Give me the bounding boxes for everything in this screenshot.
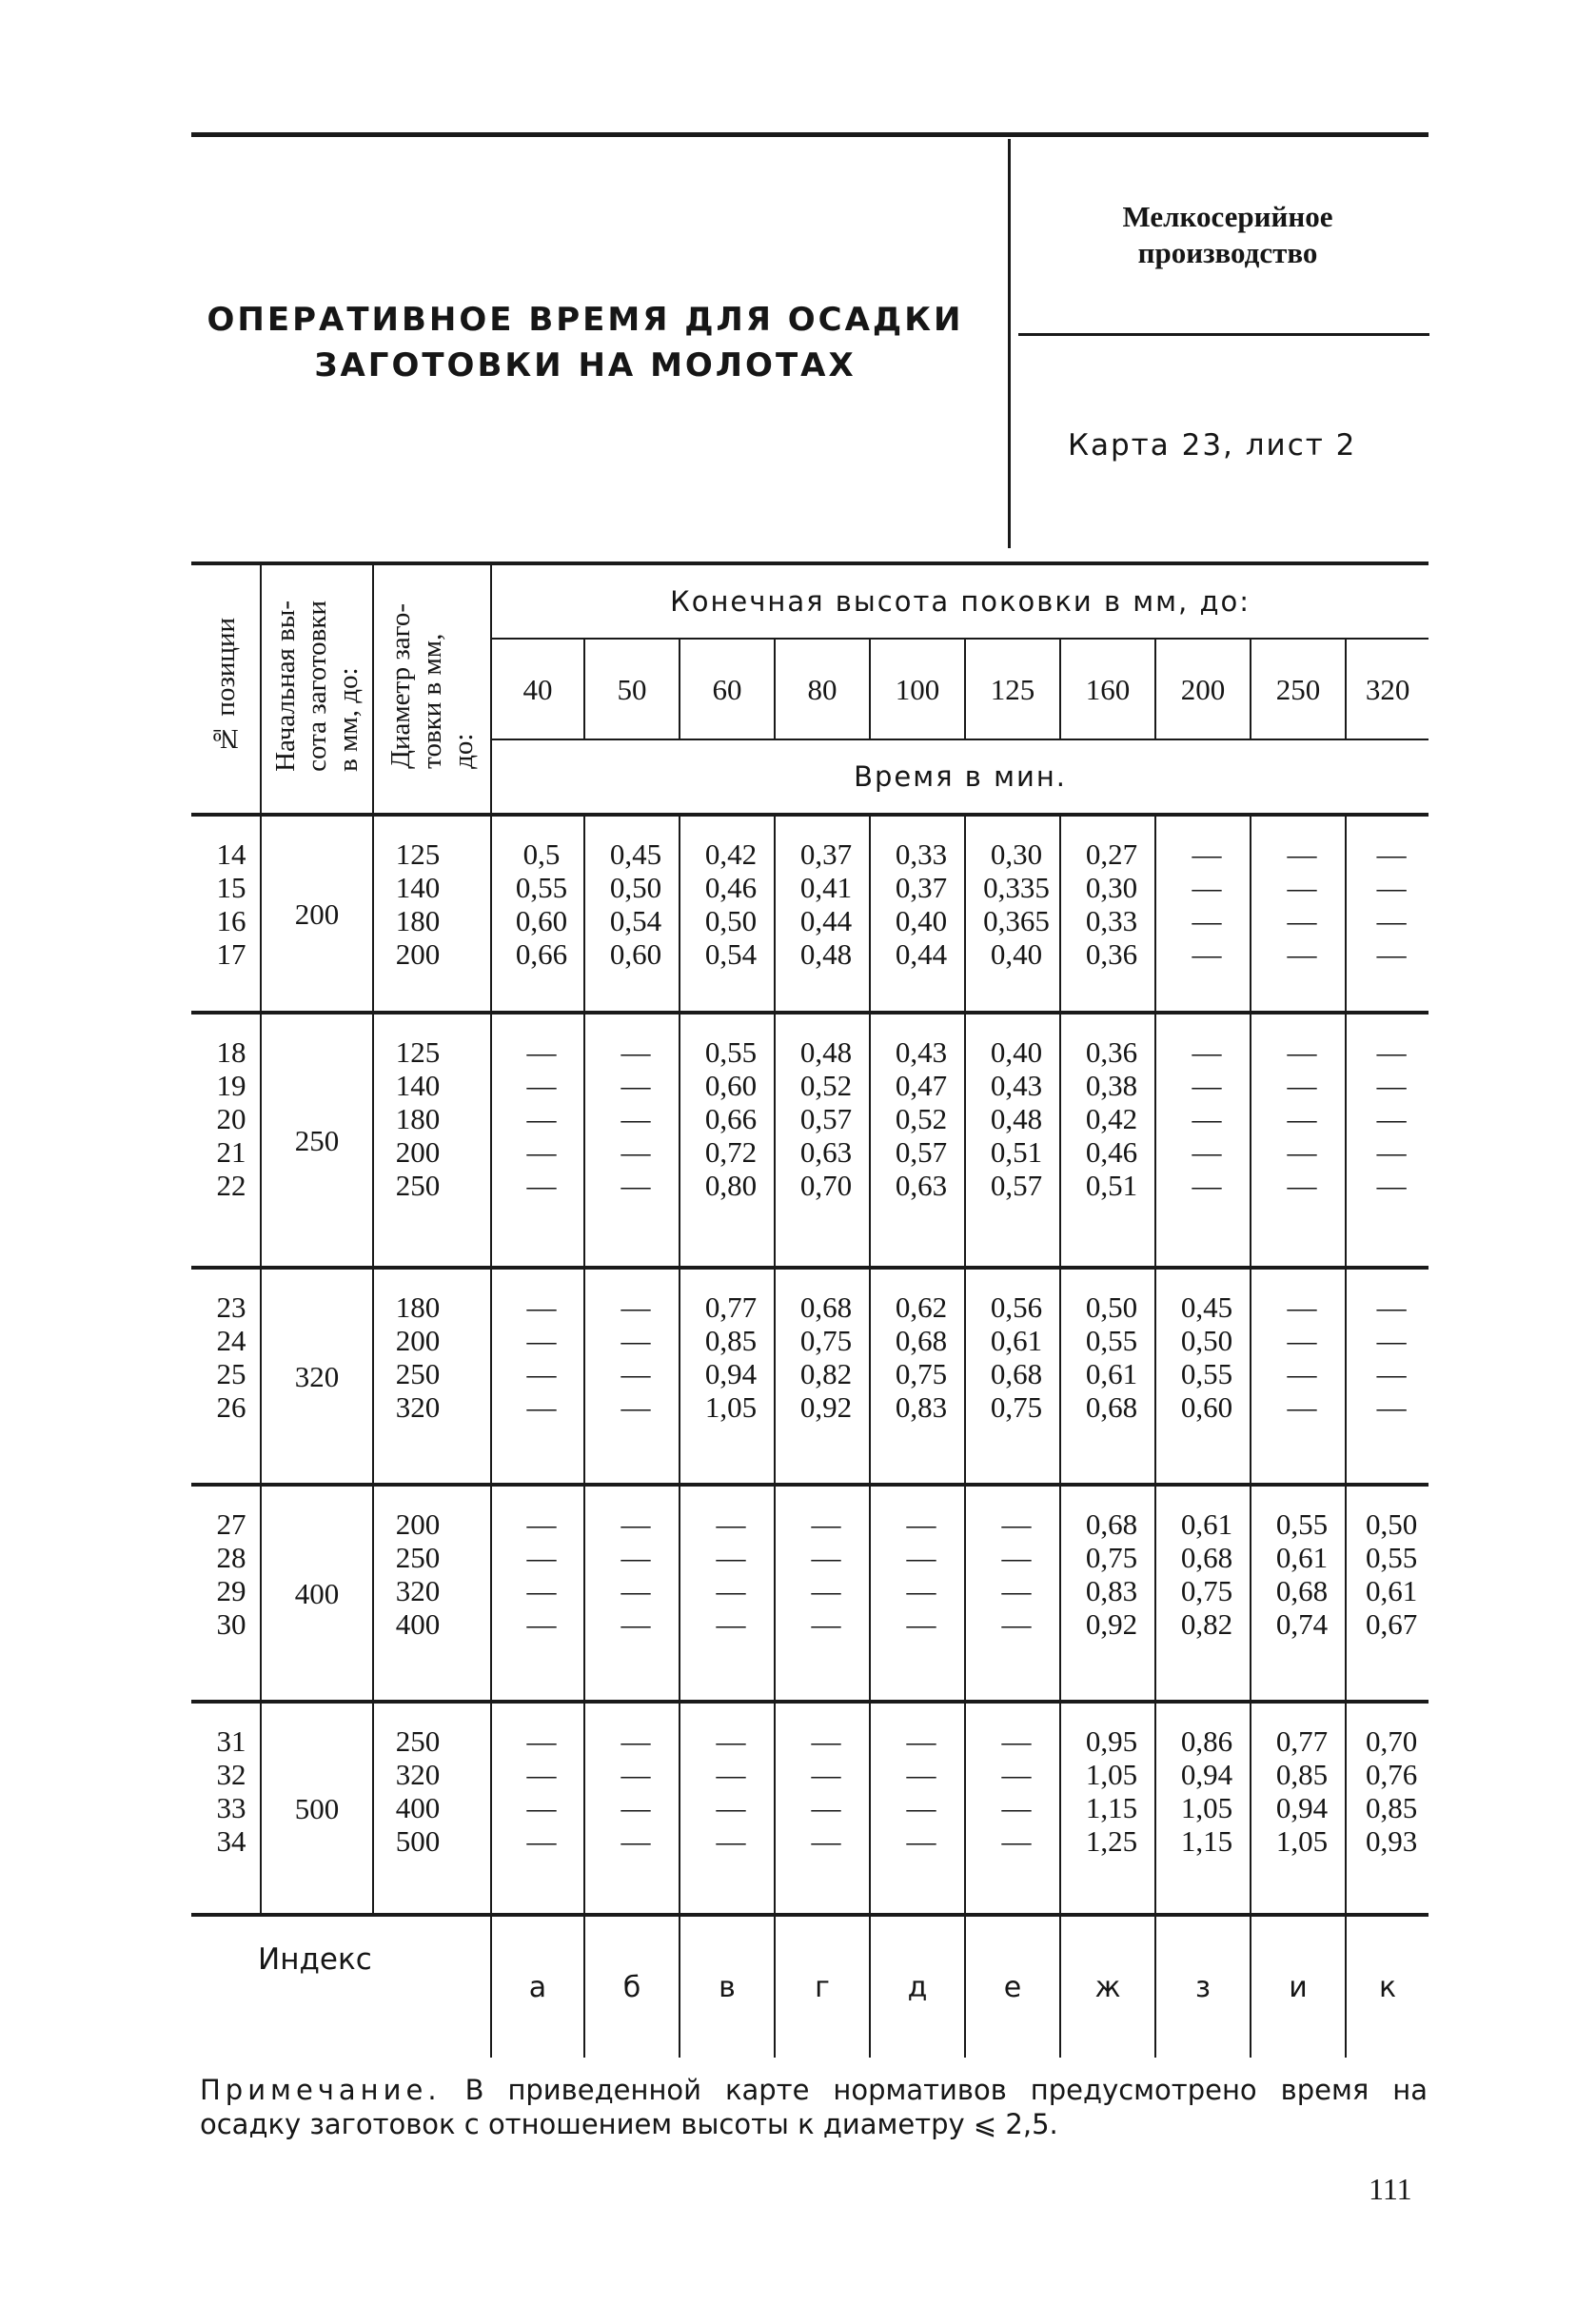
time-cell: 0,55 0,60 0,66 0,72 0,80 <box>680 1013 775 1268</box>
time-cell: — — — — <box>1346 815 1429 1013</box>
page-number: 111 <box>1369 2172 1412 2206</box>
time-cell: 0,68 0,75 0,82 0,92 <box>775 1268 870 1485</box>
final-height-8: 250 <box>1251 639 1346 739</box>
norms-table <box>191 561 1429 2058</box>
time-cell: 0,48 0,52 0,57 0,63 0,70 <box>775 1013 870 1268</box>
index-cell: в <box>680 1915 775 2058</box>
index-cell: з <box>1155 1915 1251 2058</box>
time-cell: 0,36 0,38 0,42 0,46 0,51 <box>1060 1013 1155 1268</box>
time-cell: 0,62 0,68 0,75 0,83 <box>870 1268 965 1485</box>
time-cell: — — — — — <box>584 1013 680 1268</box>
top-rule <box>191 132 1429 137</box>
index-cell: г <box>775 1915 870 2058</box>
time-cell: — — — — — <box>1155 1013 1251 1268</box>
time-cell: 0,40 0,43 0,48 0,51 0,57 <box>965 1013 1060 1268</box>
final-height-4: 100 <box>870 639 965 739</box>
col-initial-height-header: Начальная вы- сота заготовки в мм, до: <box>261 563 373 815</box>
time-cell: — — — — <box>680 1485 775 1702</box>
index-cell: д <box>870 1915 965 2058</box>
table-row <box>191 815 1429 1013</box>
final-height-7: 200 <box>1155 639 1251 739</box>
col-position-header: № позиции <box>191 563 261 815</box>
time-cell: — — — — <box>584 1702 680 1915</box>
table-row <box>191 1702 1429 1915</box>
time-cell: — — — — <box>491 1268 584 1485</box>
time-cell: — — — — <box>1251 815 1346 1013</box>
time-cell: 0,42 0,46 0,50 0,54 <box>680 815 775 1013</box>
time-cell: 0,86 0,94 1,05 1,15 <box>1155 1702 1251 1915</box>
time-cell: — — — — <box>491 1485 584 1702</box>
diameters-cell: 125 140 180 200 <box>373 815 491 1013</box>
groups-body <box>191 815 1429 1915</box>
time-cell: 0,68 0,75 0,83 0,92 <box>1060 1485 1155 1702</box>
positions-cell: 23 24 25 26 <box>191 1268 261 1485</box>
positions-cell: 31 32 33 34 <box>191 1702 261 1915</box>
time-cell: — — — — <box>965 1485 1060 1702</box>
initial-height-cell: 320 <box>261 1268 373 1485</box>
index-label: Индекс <box>191 1915 491 2058</box>
final-height-1: 50 <box>584 639 680 739</box>
time-cell: — — — — — <box>1251 1013 1346 1268</box>
time-cell: 0,27 0,30 0,33 0,36 <box>1060 815 1155 1013</box>
production-type: Мелкосерийное производство <box>1122 200 1333 269</box>
final-height-header: Конечная высота поковки в мм, до: <box>491 563 1429 639</box>
time-unit-header: Время в мин. <box>491 739 1429 815</box>
time-cell: — — — — <box>870 1485 965 1702</box>
diameters-cell: 250 320 400 500 <box>373 1702 491 1915</box>
time-cell: 0,55 0,61 0,68 0,74 <box>1251 1485 1346 1702</box>
initial-height-cell: 250 <box>261 1013 373 1268</box>
initial-height-cell: 500 <box>261 1702 373 1915</box>
time-cell: — — — — — <box>1346 1013 1429 1268</box>
time-cell: — — — — <box>775 1485 870 1702</box>
time-cell: — — — — <box>775 1702 870 1915</box>
time-cell: — — — — <box>584 1485 680 1702</box>
final-height-6: 160 <box>1060 639 1155 739</box>
note <box>200 2073 1428 2141</box>
time-cell: 0,33 0,37 0,40 0,44 <box>870 815 965 1013</box>
page-title: ОПЕРАТИВНОЕ ВРЕМЯ ДЛЯ ОСАДКИ ЗАГОТОВКИ НА МОЛОТАХ <box>207 301 964 384</box>
final-height-2: 60 <box>680 639 775 739</box>
index-cell: ж <box>1060 1915 1155 2058</box>
time-cell: 0,37 0,41 0,44 0,48 <box>775 815 870 1013</box>
time-cell: 0,77 0,85 0,94 1,05 <box>680 1268 775 1485</box>
positions-cell: 27 28 29 30 <box>191 1485 261 1702</box>
time-cell: — — — — — <box>491 1013 584 1268</box>
time-cell: — — — — <box>1346 1268 1429 1485</box>
note-label: Примечание. <box>200 2074 442 2106</box>
note-text: В приведенной карте нормативов предусмотрено время на осадку заготовок с отношением высоты к диаметру ⩽ 2,5. <box>200 2074 1429 2140</box>
time-cell: — — — — <box>965 1702 1060 1915</box>
time-cell: — — — — <box>491 1702 584 1915</box>
time-cell: 0,30 0,335 0,365 0,40 <box>965 815 1060 1013</box>
table-row <box>191 1013 1429 1268</box>
index-cell: е <box>965 1915 1060 2058</box>
time-cell: 0,70 0,76 0,85 0,93 <box>1346 1702 1429 1915</box>
positions-cell: 18 19 20 21 22 <box>191 1013 261 1268</box>
time-cell: 0,5 0,55 0,60 0,66 <box>491 815 584 1013</box>
time-cell: 0,50 0,55 0,61 0,67 <box>1346 1485 1429 1702</box>
index-cell: б <box>584 1915 680 2058</box>
card-reference: Карта 23, лист 2 <box>1068 428 1357 463</box>
index-cell: к <box>1346 1915 1429 2058</box>
time-cell: 0,77 0,85 0,94 1,05 <box>1251 1702 1346 1915</box>
header-divider <box>1008 139 1011 548</box>
index-row <box>191 1915 1429 2058</box>
time-cell: — — — — <box>584 1268 680 1485</box>
time-cell: 0,43 0,47 0,52 0,57 0,63 <box>870 1013 965 1268</box>
final-height-3: 80 <box>775 639 870 739</box>
index-cell: а <box>491 1915 584 2058</box>
table-row <box>191 1268 1429 1485</box>
time-cell: 0,61 0,68 0,75 0,82 <box>1155 1485 1251 1702</box>
final-height-0: 40 <box>491 639 584 739</box>
positions-cell: 14 15 16 17 <box>191 815 261 1013</box>
time-cell: — — — — <box>1251 1268 1346 1485</box>
final-height-9: 320 <box>1346 639 1429 739</box>
index-cell: и <box>1251 1915 1346 2058</box>
time-cell: 0,95 1,05 1,15 1,25 <box>1060 1702 1155 1915</box>
time-cell: 0,56 0,61 0,68 0,75 <box>965 1268 1060 1485</box>
time-cell: — — — — <box>870 1702 965 1915</box>
col-diameter-header: Диаметр заго- товки в мм, до: <box>373 563 491 815</box>
time-cell: — — — — <box>680 1702 775 1915</box>
initial-height-cell: 200 <box>261 815 373 1013</box>
time-cell: 0,45 0,50 0,55 0,60 <box>1155 1268 1251 1485</box>
header-row-top <box>191 563 1429 639</box>
final-height-5: 125 <box>965 639 1060 739</box>
diameters-cell: 125 140 180 200 250 <box>373 1013 491 1268</box>
time-cell: 0,50 0,55 0,61 0,68 <box>1060 1268 1155 1485</box>
diameters-cell: 200 250 320 400 <box>373 1485 491 1702</box>
table-row <box>191 1485 1429 1702</box>
header-rule <box>1018 333 1429 336</box>
time-cell: 0,45 0,50 0,54 0,60 <box>584 815 680 1013</box>
initial-height-cell: 400 <box>261 1485 373 1702</box>
time-cell: — — — — <box>1155 815 1251 1013</box>
diameters-cell: 180 200 250 320 <box>373 1268 491 1485</box>
